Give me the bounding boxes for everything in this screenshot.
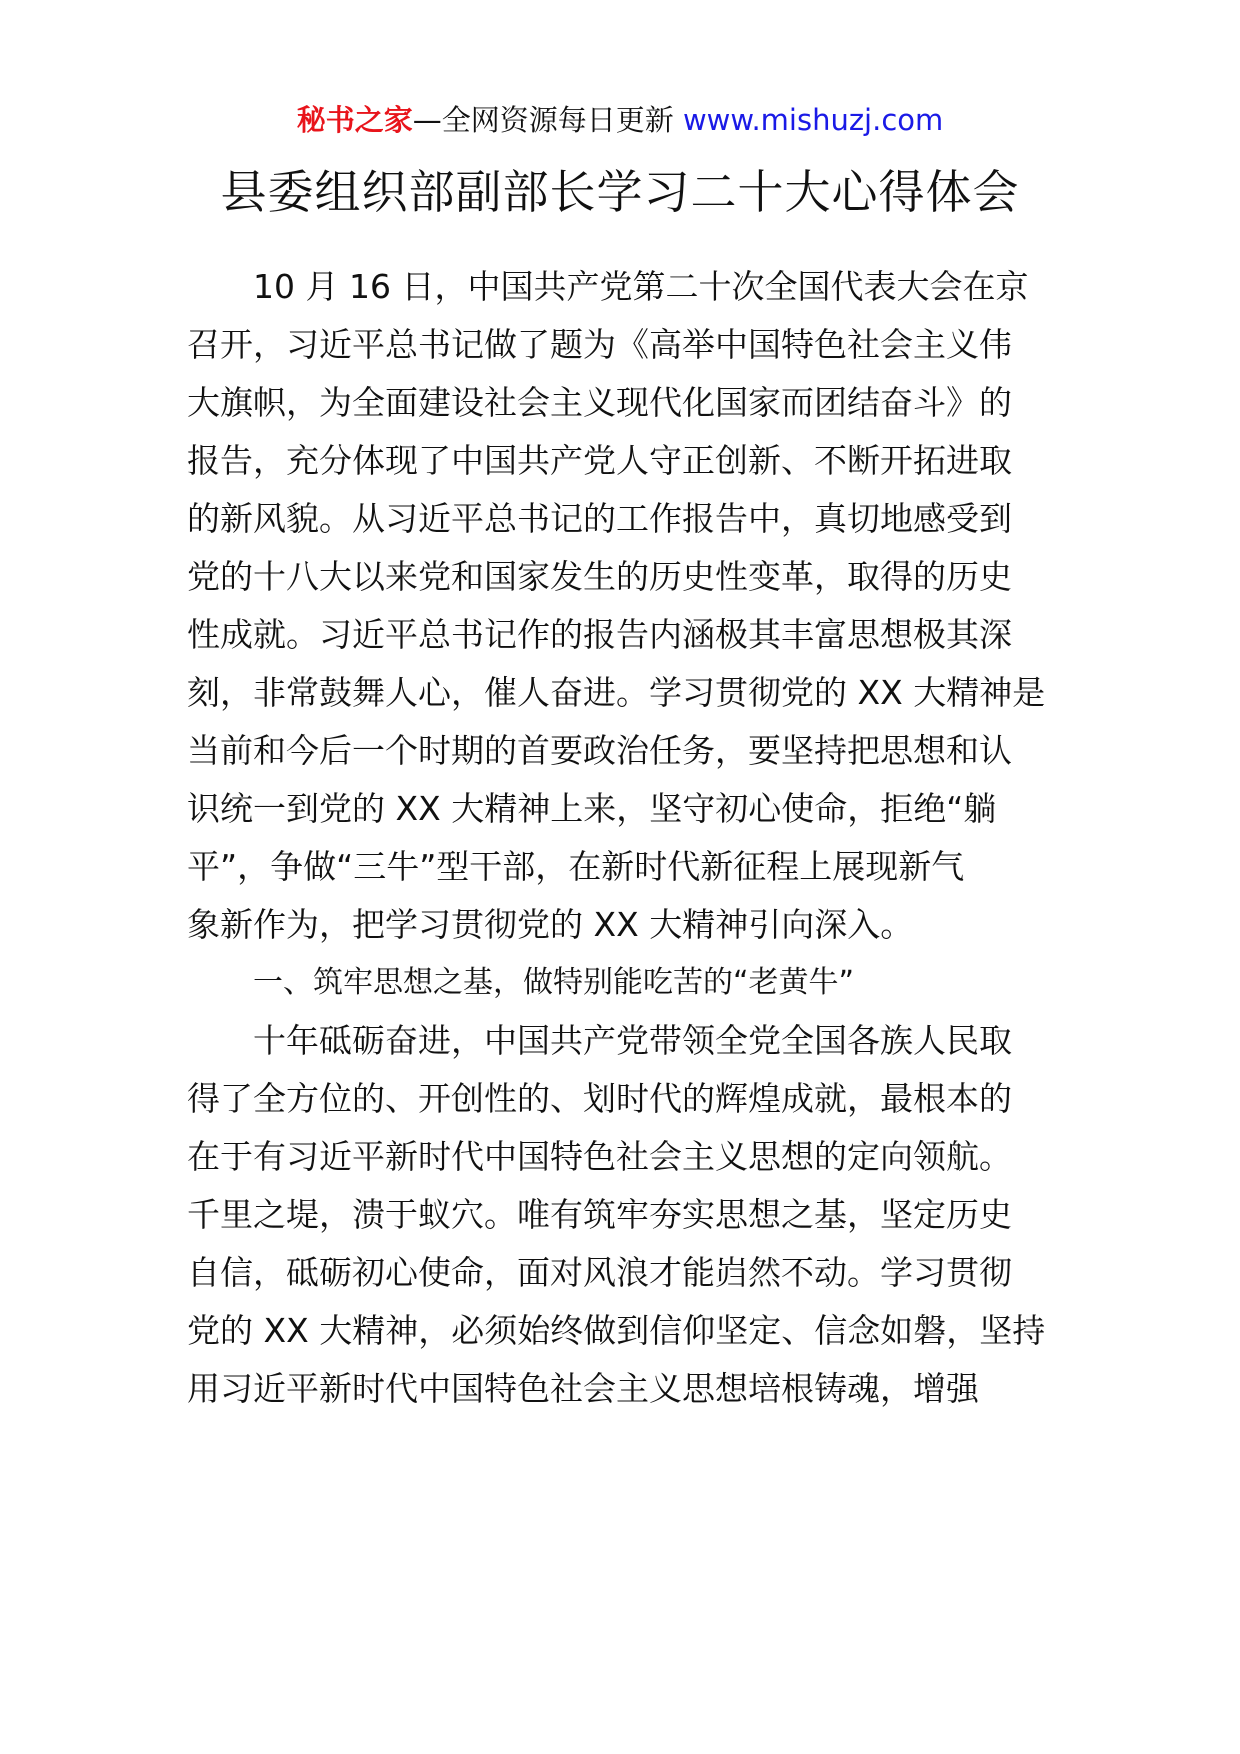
paragraph-line: 平”，争做“三牛”型干部，在新时代新征程上展现新气 — [187, 847, 965, 886]
site-header — [0, 100, 1240, 140]
paragraph-line: 的新风貌。从习近平总书记的工作报告中，真切地感受到 — [187, 499, 1012, 538]
paragraph-line: 党的 XX 大精神，必须始终做到信仰坚定、信念如磐，坚持 — [187, 1311, 1046, 1350]
paragraph-line: 千里之堤，溃于蚁穴。唯有筑牢夯实思想之基，坚定历史 — [187, 1195, 1012, 1234]
paragraph-line: 当前和今后一个时期的首要政治任务，要坚持把思想和认 — [187, 731, 1012, 770]
paragraph-line: 性成就。习近平总书记作的报告内涵极其丰富思想极其深 — [187, 615, 1012, 654]
paragraph-line: 报告，充分体现了中国共产党人守正创新、不断开拓进取 — [187, 441, 1012, 480]
paragraph-line: 在于有习近平新时代中国特色社会主义思想的定向领航。 — [187, 1137, 1012, 1176]
paragraph-line: 识统一到党的 XX 大精神上来，坚守初心使命，拒绝“躺 — [187, 789, 997, 828]
paragraph-line: 刻，非常鼓舞人心，催人奋进。学习贯彻党的 XX 大精神是 — [187, 673, 1046, 712]
paragraph-line: 得了全方位的、开创性的、划时代的辉煌成就，最根本的 — [187, 1079, 1012, 1118]
paragraph-line: 象新作为，把学习贯彻党的 XX 大精神引向深入。 — [187, 905, 914, 944]
paragraph-line: 党的十八大以来党和国家发生的历史性变革，取得的历史 — [187, 557, 1012, 596]
header-tagline: —全网资源每日更新 — [412, 103, 674, 137]
paragraph-line: 大旗帜，为全面建设社会主义现代化国家而团结奋斗》的 — [187, 383, 1012, 422]
paragraph-line: 十年砥砺奋进，中国共产党带领全党全国各族人民取 — [253, 1021, 1012, 1060]
site-url-link[interactable]: www.mishuzj.com — [682, 103, 944, 137]
paragraph-line: 召开，习近平总书记做了题为《高举中国特色社会主义伟 — [187, 325, 1012, 364]
paragraph-line: 自信，砥砺初心使命，面对风浪才能岿然不动。学习贯彻 — [187, 1253, 1012, 1292]
section-heading: 一、筑牢思想之基，做特别能吃苦的“老黄牛” — [253, 965, 855, 1000]
brand-name: 秘书之家 — [296, 103, 413, 137]
paragraph-line: 10 月 16 日，中国共产党第二十次全国代表大会在京 — [253, 267, 1029, 306]
document-title: 县委组织部副部长学习二十大心得体会 — [220, 165, 1020, 219]
paragraph-line: 用习近平新时代中国特色社会主义思想培根铸魂，增强 — [187, 1369, 979, 1408]
